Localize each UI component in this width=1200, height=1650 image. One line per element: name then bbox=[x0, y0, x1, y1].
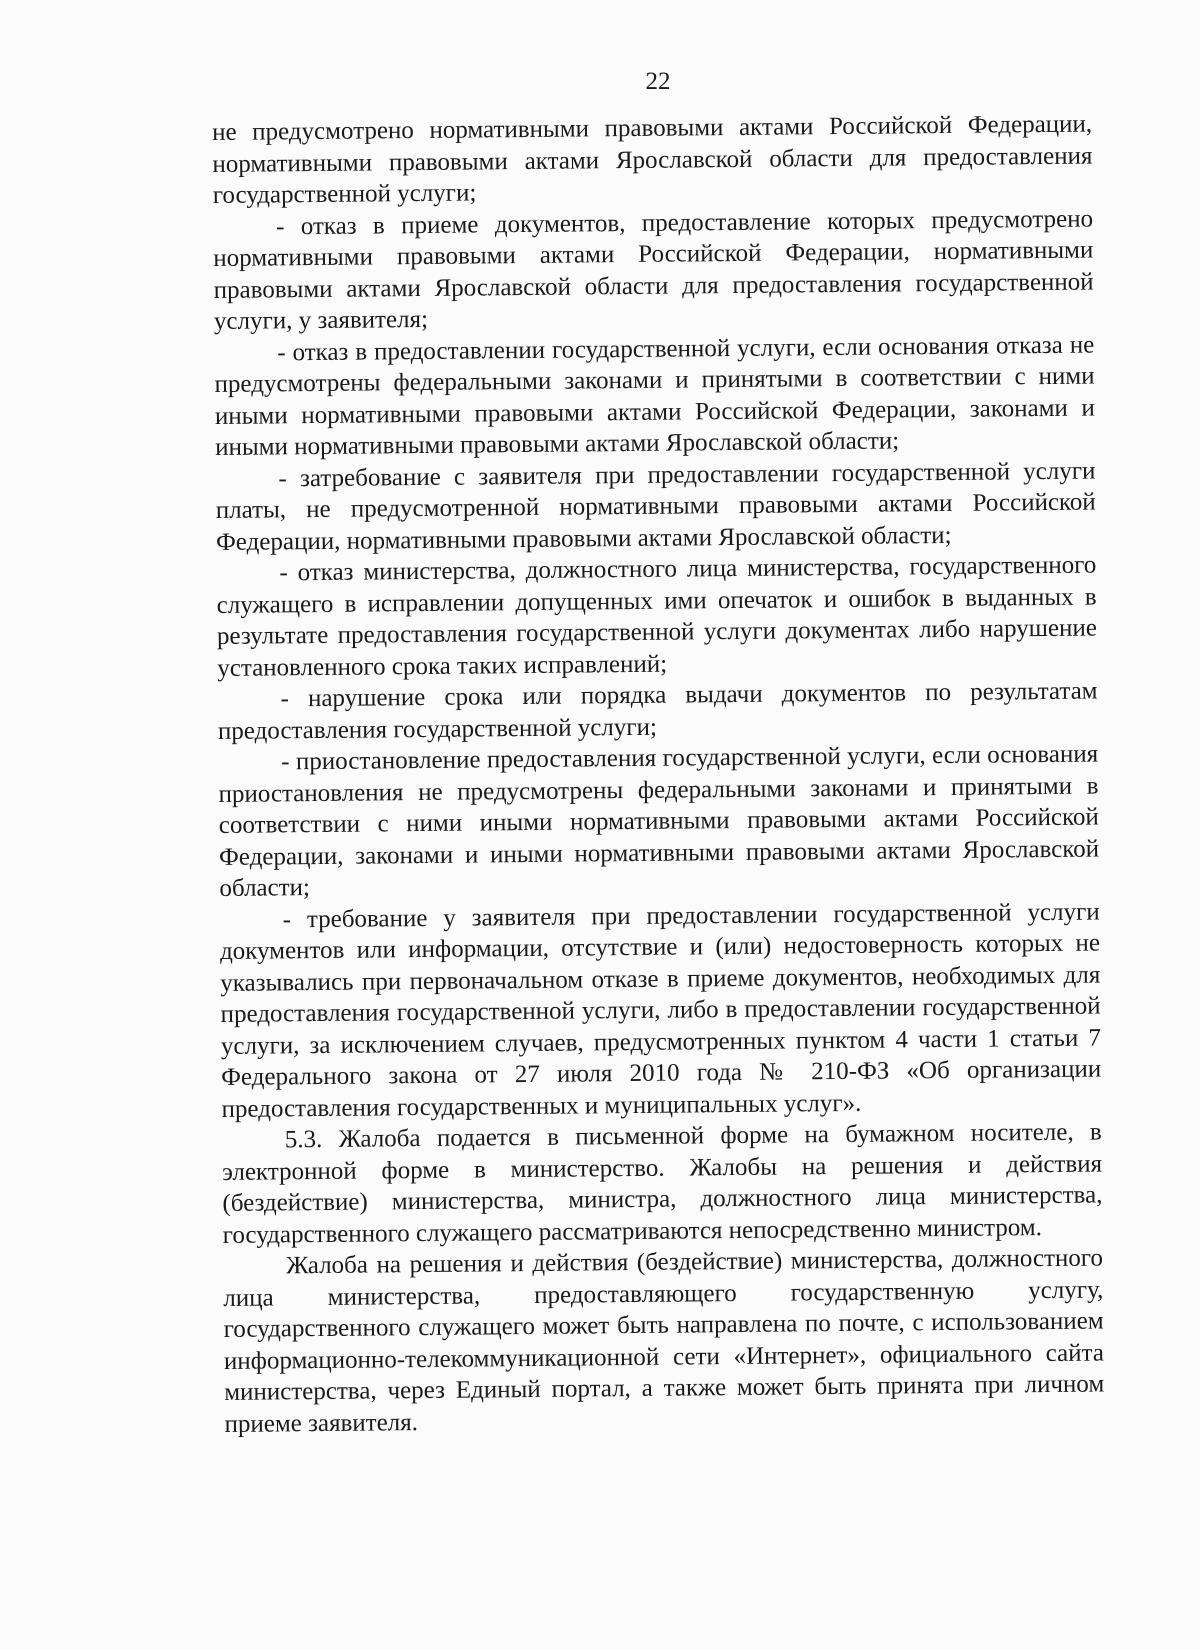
paragraph-correction-refusal: - отказ министерства, должностного лица министерства, государственного служащего в исправлении допущенных ими опечаток и ошибок в выданных в результате предоставления государственной услуги документах либо нарушение установленного срока таких исправлений; bbox=[216, 551, 1098, 682]
document-body bbox=[212, 109, 1105, 1440]
paragraph-complaint-form: 5.3. Жалоба подается в письменной форме на бумажном носителе, в электронной форме в министерство. Жалобы на решения и действия (бездействие) министерства, министра, должностного лица министерства, государственного служащего рассматриваются непосредственно министром. bbox=[221, 1118, 1103, 1249]
paragraph-issuance-violation: - нарушение срока или порядка выдачи документов по результатам предоставления государственной услуги; bbox=[217, 677, 1098, 745]
paragraph-suspension: - приостановление предоставления государственной услуги, если основания приостановления не предусмотрены федеральными законами и принятыми в соответствии с ними иными нормативными правовыми актами Российской Федерации, законами и иными нормативными правовыми актами Ярославской области; bbox=[218, 740, 1100, 902]
paragraph-continuation: не предусмотрено нормативными правовыми актами Российской Федерации, нормативными правовыми актами Ярославской области для предоставления государственной услуги; bbox=[212, 110, 1093, 209]
paragraph-document-request: - требование у заявителя при предоставлении государственной услуги документов или информации, отсутствие и (или) недостоверность которых не указывались при первоначальном отказе в приеме документов, необходимых для предоставления государственной услуги, либо в предоставлении государственной услуги, за исключением случаев, предусмотренных пунктом 4 части 1 статьи 7 Федерального закона от 27 июля 2010 года № 210-ФЗ «Об организации предоставления государственных и муниципальных услуг». bbox=[219, 898, 1102, 1123]
paragraph-complaint-submission: Жалоба на решения и действия (бездействие) министерства, должностного лица министерства, предоставляющего государственную услугу, государственного служащего может быть направлена по почте, с использованием информационно-телекоммуникационной сети «Интернет», официального сайта министерства, через Единый портал, а также может быть принята при личном приеме заявителя. bbox=[223, 1244, 1105, 1438]
paragraph-fee-demand: - затребование с заявителя при предоставлении государственной услуги платы, не предусмотренной нормативными правовыми актами Российской Федерации, нормативными правовыми актами Ярославской области; bbox=[215, 457, 1096, 556]
paragraph-refusal-service: - отказ в предоставлении государственной услуги, если основания отказа не предусмотрены федеральными законами и принятыми в соответствии с ними иными нормативными правовыми актами Российской Федерации, законами и иными нормативными правовыми актами Ярославской области; bbox=[214, 331, 1095, 461]
page-number: 22 bbox=[645, 68, 671, 95]
paragraph-refusal-documents: - отказ в приеме документов, предоставление которых предусмотрено нормативными правовыми актами Российской Федерации, нормативными правовыми актами Ярославской области для предоставления государственной услуги, у заявителя; bbox=[213, 205, 1094, 335]
